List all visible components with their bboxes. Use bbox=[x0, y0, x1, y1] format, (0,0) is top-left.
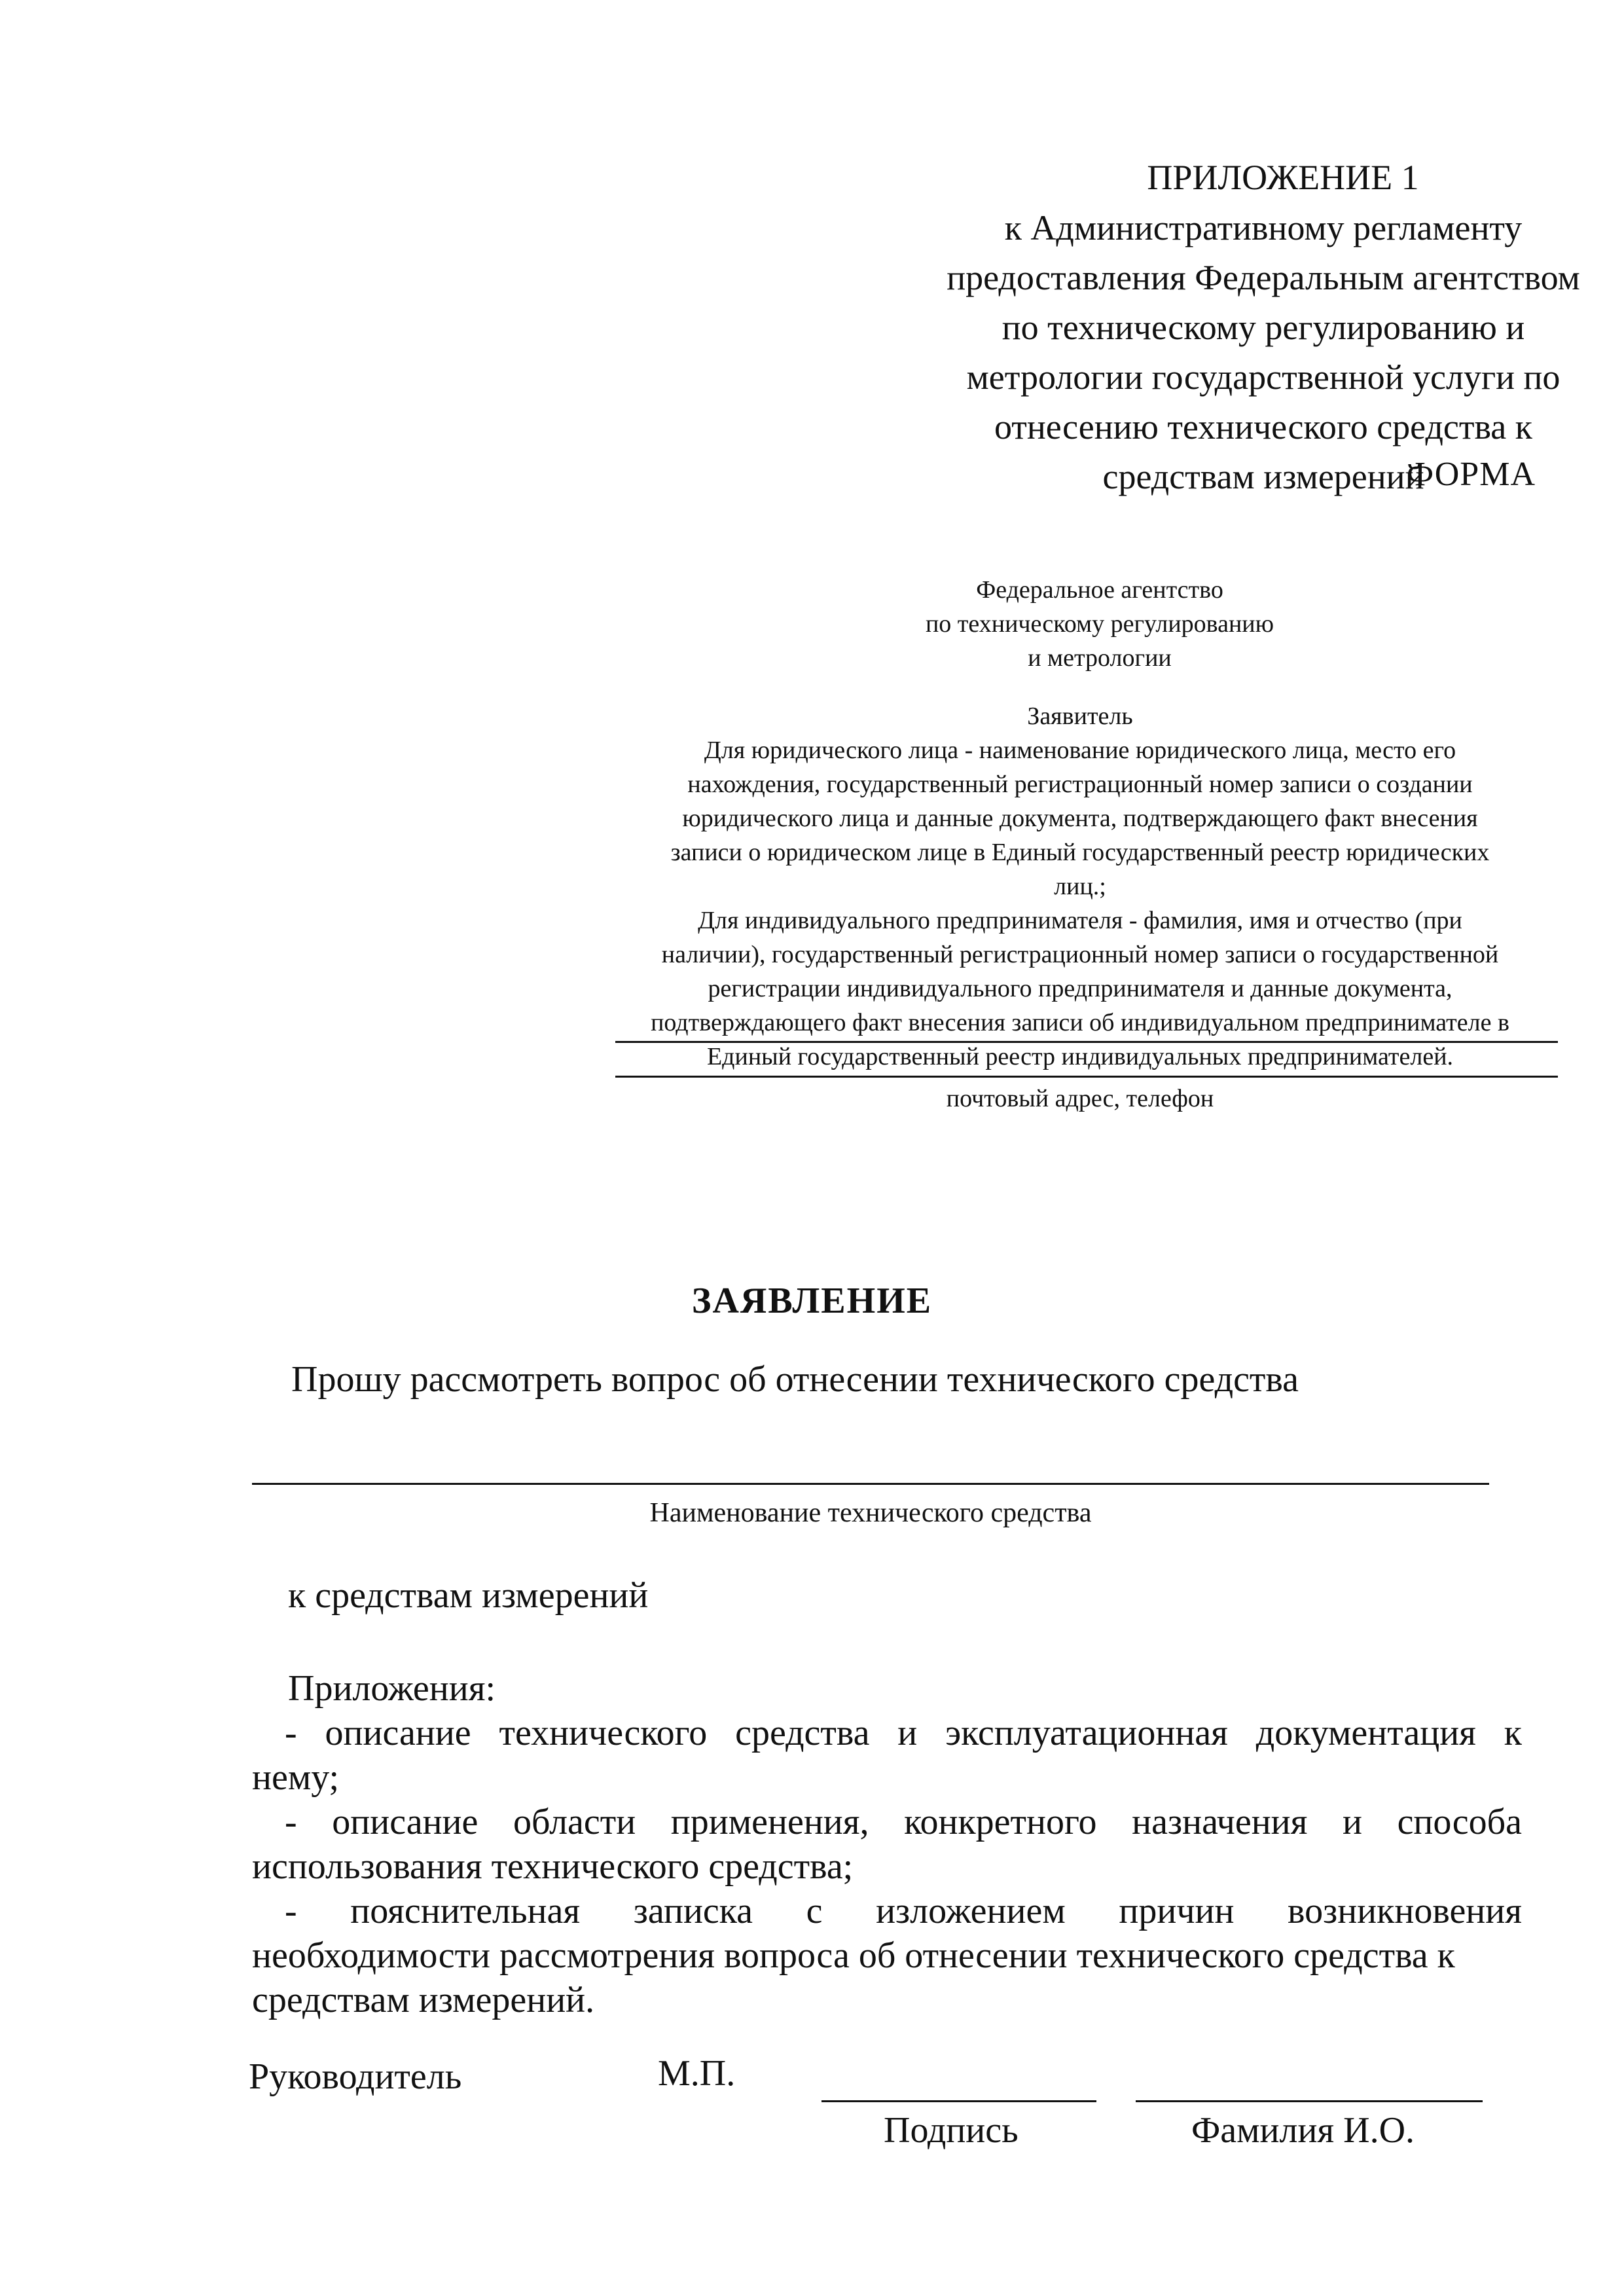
appendix-line: отнесению технического средства к bbox=[994, 407, 1532, 446]
addressee-block bbox=[851, 573, 1348, 675]
request-text: Прошу рассмотреть вопрос об отнесении технического средства bbox=[291, 1359, 1299, 1400]
document-title: ЗАЯВЛЕНИЕ bbox=[691, 1281, 933, 1321]
attachment-line: - пояснительная записка с изложением причин возникновения bbox=[285, 1891, 1522, 1931]
attachment-line: - описание технического средства и эксплуатационная документация к bbox=[285, 1713, 1522, 1753]
attachment-item bbox=[252, 1800, 1522, 1889]
addressee-line: Федеральное агентство bbox=[976, 576, 1223, 604]
appendix-title: ПРИЛОЖЕНИЕ 1 bbox=[1147, 158, 1419, 197]
attachment-item bbox=[252, 1711, 1522, 1800]
attachment-line: необходимости рассмотрения вопроса об отнесении технического средства к bbox=[252, 1935, 1455, 1976]
legal-entity-line: юридического лица и данные документа, подтверждающего факт внесения bbox=[682, 805, 1478, 832]
attachment-line: использования технического средства; bbox=[252, 1846, 854, 1887]
appendix-line: предоставления Федеральным агентством bbox=[947, 258, 1580, 297]
applicant-underline bbox=[615, 1041, 1558, 1043]
device-name-field-line bbox=[252, 1483, 1489, 1485]
attachment-line: средствам измерений. bbox=[252, 1980, 595, 2020]
contact-field-line bbox=[615, 1076, 1558, 1078]
entrepreneur-line: подтверждающего факт внесения записи об индивидуальном предпринимателе в bbox=[651, 1009, 1509, 1036]
stamp-label: М.П. bbox=[658, 2053, 736, 2094]
appendix-line: метрологии государственной услуги по bbox=[966, 357, 1561, 397]
attachment-item bbox=[252, 1889, 1522, 2022]
entrepreneur-line: наличии), государственный регистрационный номер записи о государственной bbox=[661, 941, 1499, 968]
attachments-heading: Приложения: bbox=[288, 1668, 496, 1709]
legal-entity-line: нахождения, государственный регистрационный номер записи о создании bbox=[687, 771, 1473, 798]
name-label: Фамилия И.О. bbox=[1191, 2110, 1415, 2151]
signature-label: Подпись bbox=[884, 2110, 1019, 2151]
legal-entity-line: Для юридического лица - наименование юридического лица, место его bbox=[704, 737, 1456, 764]
appendix-line: средствам измерений bbox=[1102, 457, 1424, 496]
name-line bbox=[1136, 2100, 1483, 2102]
contact-label: почтовый адрес, телефон bbox=[946, 1085, 1214, 1112]
applicant-block bbox=[615, 699, 1545, 1074]
appendix-line: к Административному регламенту bbox=[1004, 208, 1523, 247]
entrepreneur-line: Для индивидуального предпринимателя - фамилия, имя и отчество (при bbox=[698, 907, 1462, 934]
legal-entity-line: лиц.; bbox=[1054, 873, 1106, 900]
appendix-header bbox=[910, 152, 1617, 501]
to-means-text: к средствам измерений bbox=[288, 1575, 649, 1616]
applicant-title: Заявитель bbox=[1027, 702, 1133, 730]
addressee-line: по техническому регулированию bbox=[925, 610, 1274, 638]
entrepreneur-line: регистрации индивидуального предпринимателя и данные документа, bbox=[708, 975, 1453, 1002]
attachment-line: - описание области применения, конкретного назначения и способа bbox=[285, 1802, 1522, 1842]
entrepreneur-line: Единый государственный реестр индивидуальных предпринимателей. bbox=[706, 1043, 1454, 1070]
head-label: Руководитель bbox=[249, 2056, 462, 2097]
addressee-line: и метрологии bbox=[1028, 644, 1172, 672]
attachments-section bbox=[252, 1666, 1522, 2022]
form-label: ФОРМА bbox=[1407, 456, 1536, 493]
legal-entity-line: записи о юридическом лице в Единый государственный реестр юридических bbox=[670, 839, 1490, 866]
device-name-label: Наименование технического средства bbox=[649, 1498, 1092, 1528]
signature-line bbox=[821, 2100, 1096, 2102]
attachment-line: нему; bbox=[252, 1757, 340, 1798]
appendix-line: по техническому регулированию и bbox=[1001, 308, 1525, 347]
